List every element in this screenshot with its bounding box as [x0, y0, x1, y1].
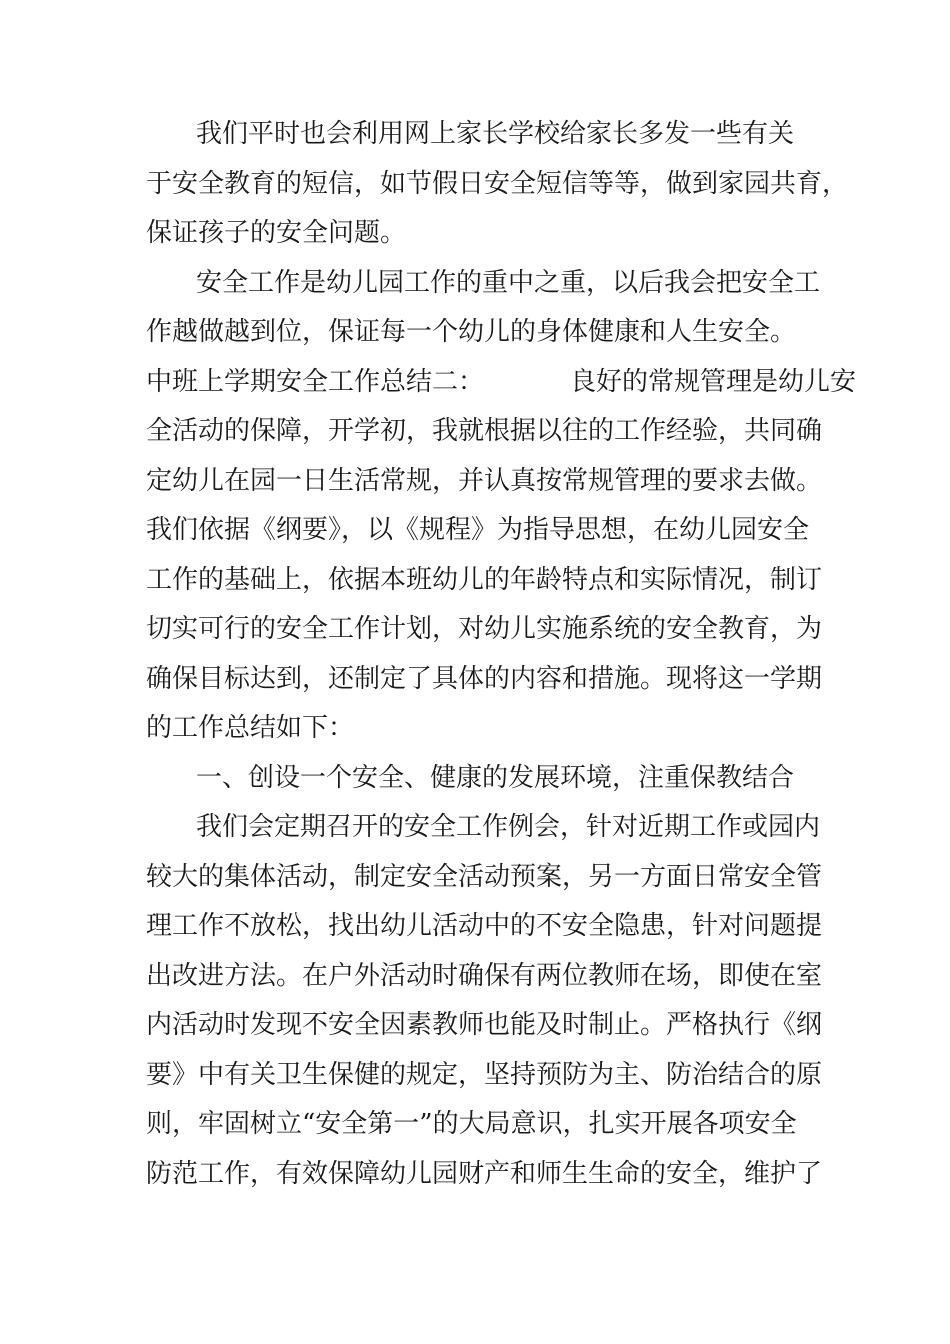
- text-line: 切实可行的安全工作计划，对幼儿实施系统的安全教育，为: [146, 614, 823, 644]
- text-line: 定幼儿在园一日生活常规，并认真按常规管理的要求去做。: [146, 466, 823, 496]
- text-line: 内活动时发现不安全因素教师也能及时制止。严格执行《纲: [146, 1010, 823, 1040]
- text-line: 要》中有关卫生保健的规定，坚持预防为主、防治结合的原: [146, 1060, 823, 1090]
- text-line: 我们依据《纲要》，以《规程》为指导思想，在幼儿园安全: [146, 515, 810, 545]
- text-line: 保证孩子的安全问题。: [146, 218, 407, 248]
- text-line: 安全工作是幼儿园工作的重中之重，以后我会把安全工: [196, 268, 821, 298]
- text-line: 我们会定期召开的安全工作例会，针对近期工作或园内: [196, 812, 821, 842]
- section-heading-line: [146, 362, 856, 402]
- text-line: 较大的集体活动，制定安全活动预案，另一方面日常安全管: [146, 862, 823, 892]
- text-line: 全活动的保障，开学初，我就根据以往的工作经验，共同确: [146, 416, 823, 446]
- text-line: 则，牢固树立“安全第一”的大局意识，扎实开展各项安全: [146, 1109, 797, 1139]
- text-line: 良好的常规管理是幼儿安: [570, 367, 857, 397]
- subheading: 一、创设一个安全、健康的发展环境，注重保教结合: [196, 763, 795, 793]
- text-line: 工作的基础上，依据本班幼儿的年龄特点和实际情况，制订: [146, 565, 823, 595]
- text-line: 防范工作，有效保障幼儿园财产和师生生命的安全，维护了: [146, 1159, 823, 1189]
- text-line: 作越做越到位，保证每一个幼儿的身体健康和人生安全。: [146, 317, 797, 347]
- text-line: 出改进方法。在户外活动时确保有两位教师在场，即使在室: [146, 961, 823, 991]
- text-line: 确保目标达到，还制定了具体的内容和措施。现将这一学期: [146, 664, 823, 694]
- section-heading: 中班上学期安全工作总结二：: [146, 367, 485, 397]
- text-line: 理工作不放松，找出幼儿活动中的不安全隐患，针对问题提: [146, 911, 823, 941]
- text-line: 的工作总结如下：: [146, 713, 355, 743]
- text-line: 于安全教育的短信，如节假日安全短信等等，做到家园共育，: [146, 169, 849, 199]
- text-line: 我们平时也会利用网上家长学校给家长多发一些有关: [196, 119, 795, 149]
